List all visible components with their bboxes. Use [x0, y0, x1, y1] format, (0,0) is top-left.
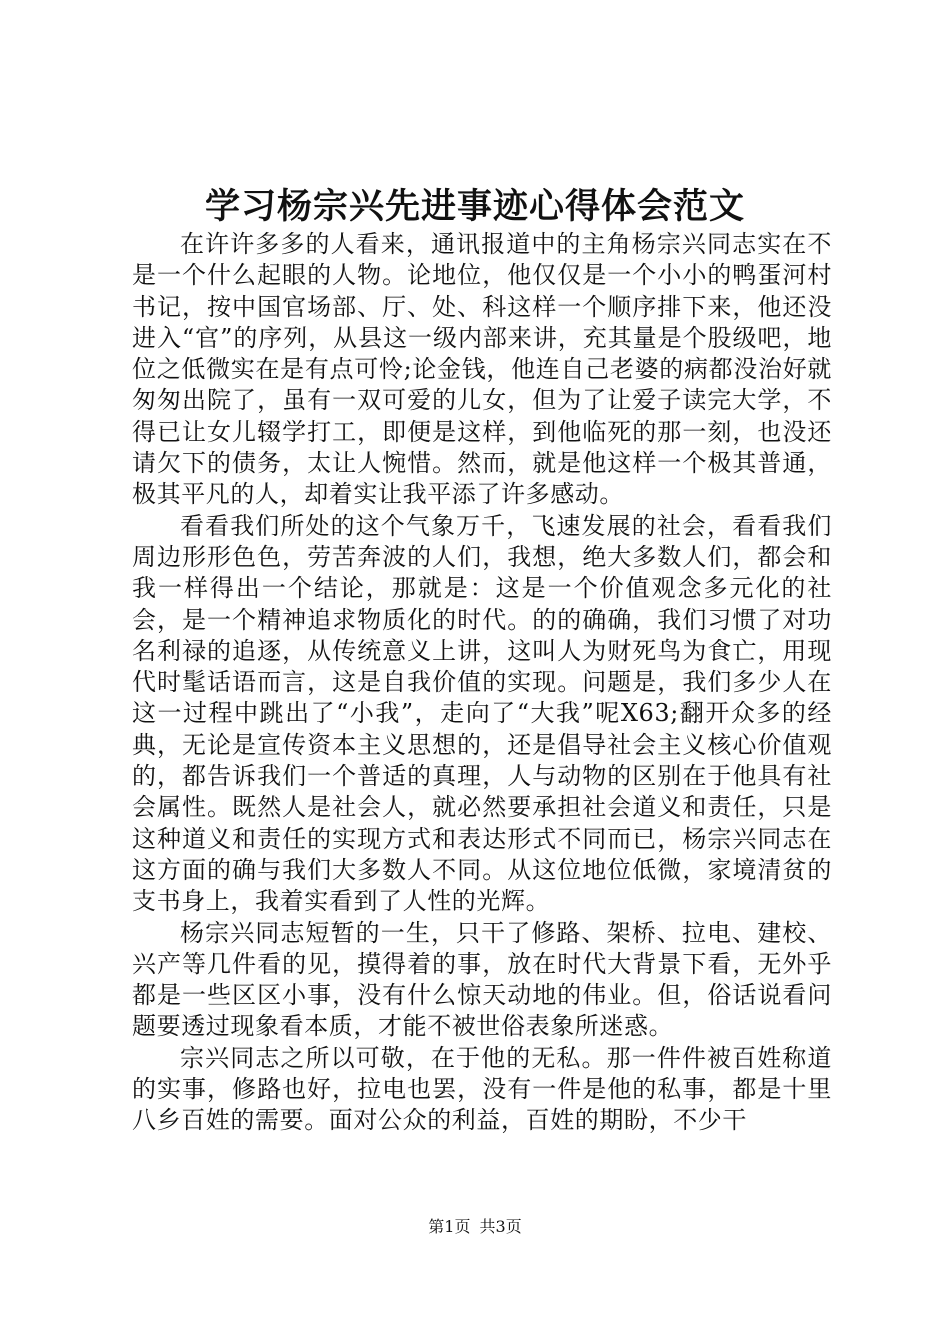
paragraph-3: 杨宗兴同志短暂的一生，只干了修路、架桥、拉电、建校、兴产等几件看的见，摸得着的事，放在时代大背景下看，无外乎都是一些区区小事，没有什么惊天动地的伟业。但，俗话说看问题要透过现象看本质，才能不被世俗表象所迷惑。	[132, 918, 832, 1041]
paragraph-1: 在许许多多的人看来，通讯报道中的主角杨宗兴同志实在不是一个什么起眼的人物。论地位，他仅仅是一个小小的鸭蛋河村书记，按中国官场部、厅、处、科这样一个顺序排下来，他还没进入“官”的序列，从县这一级内部来讲，充其量是个股级吧，地位之低微实在是有点可怜;论金钱，他连自己老婆的病都没治好就匆匆出院了，虽有一双可爱的儿女，但为了让爱子读完大学，不得已让女儿辍学打工，即便是这样，到他临死的那一刻，也没还请欠下的债务，太让人惋惜。然而，就是他这样一个极其普通，极其平凡的人，却着实让我平添了许多感动。	[132, 230, 832, 509]
page-number-footer: 第1页 共3页	[428, 1217, 522, 1236]
document-body	[132, 229, 832, 1137]
page-title: 学习杨宗兴先进事迹心得体会范文	[204, 186, 745, 227]
paragraph-2: 看看我们所处的这个气象万千，飞速发展的社会，看看我们周边形形色色，劳苦奔波的人们，我想，绝大多数人们，都会和我一样得出一个结论，那就是：这是一个价值观念多元化的社会，是一个精神追求物质化的时代。的的确确，我们习惯了对功名利禄的追逐，从传统意义上讲，这叫人为财死鸟为食亡，用现代时髦话语而言，这是自我价值的实现。问题是，我们多少人在这一过程中跳出了“小我”，走向了“大我”呢X63;翻开众多的经典，无论是宣传资本主义思想的，还是倡导社会主义核心价值观的，都告诉我们一个普适的真理，人与动物的区别在于他具有社会属性。既然人是社会人，就必然要承担社会道义和责任，只是这种道义和责任的实现方式和表达形式不同而已，杨宗兴同志在这方面的确与我们大多数人不同。从这位地位低微，家境清贫的支书身上，我着实看到了人性的光辉。	[132, 511, 832, 916]
paragraph-4: 宗兴同志之所以可敬，在于他的无私。那一件件被百姓称道的实事，修路也好，拉电也罢，没有一件是他的私事，都是十里八乡百姓的需要。面对公众的利益，百姓的期盼，不少干	[132, 1043, 832, 1135]
